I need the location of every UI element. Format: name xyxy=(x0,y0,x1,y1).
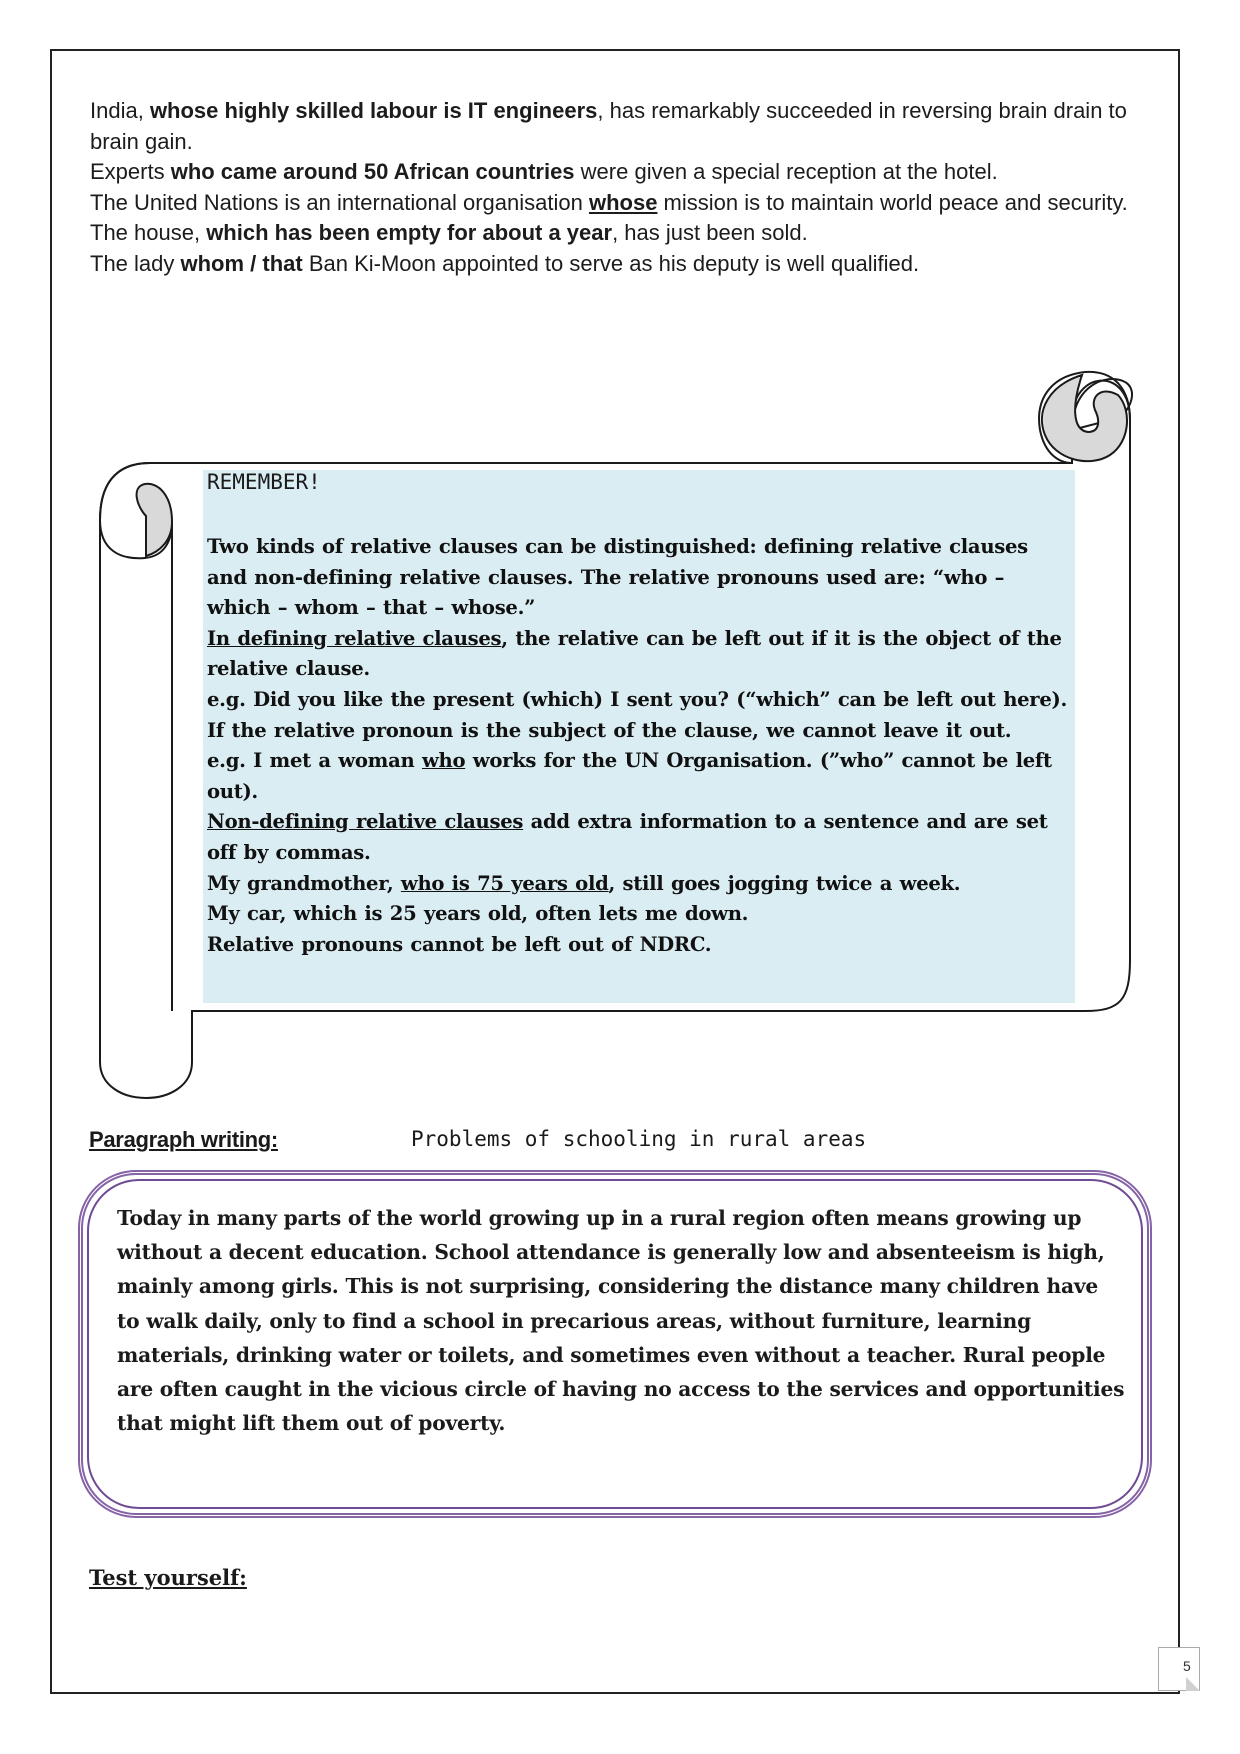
paragraph-text: Today in many parts of the world growing up in a rural region often means growing up without a decent education. School attendance is generally low and absenteeism is high, mainly among girls. This is not surprising, considering the distance many children have to walk daily, only to find a school in precarious areas, without furniture, learning materials, drinking water or toilets, and sometimes even without a teacher. Rural people are often caught in the vicious circle of having no access to the services and opportunities that might lift them out of poverty. xyxy=(117,1206,1125,1436)
remember-rule xyxy=(207,532,1069,624)
example-sentence-segment: who came around 50 African countries xyxy=(170,159,575,185)
remember-rule-segment: Non-defining relative clauses xyxy=(207,810,524,834)
example-sentence-segment: whom / that xyxy=(180,250,303,276)
example-sentence-segment: , has remarkably succeeded in reversing brain drain to brain gain. xyxy=(90,98,1127,154)
remember-rule xyxy=(207,807,1069,868)
example-sentence-segment: were given a special reception at the hotel. xyxy=(574,159,998,185)
example-sentence-segment: , has just been sold. xyxy=(612,220,808,246)
remember-rule-segment: who is 75 years old xyxy=(400,871,609,895)
remember-rule xyxy=(207,685,1069,716)
example-sentence-segment: whose xyxy=(588,189,658,215)
paragraph-topic: Problems of schooling in rural areas xyxy=(411,1127,867,1151)
remember-rule-segment: Two kinds of relative clauses can be distinguished: defining relative clauses and non-defining relative clauses. The relative pronouns used are: “who – which – whom – that – whose.” xyxy=(207,535,1028,620)
remember-rule-segment: My car, which is 25 years old, often lets me down. xyxy=(207,902,749,926)
remember-rule xyxy=(207,869,1069,900)
example-sentence-segment: The lady xyxy=(90,250,181,276)
example-sentence-segment: Experts xyxy=(90,159,171,185)
remember-rule-segment: e.g. I met a woman xyxy=(207,749,422,773)
test-yourself-heading: Test yourself: xyxy=(89,1565,247,1590)
remember-rule-segment: My grandmother, xyxy=(207,871,401,895)
page-number: 5 xyxy=(1183,1658,1191,1674)
remember-rule-segment: e.g. Did you like the present (which) I sent you? (“which” can be left out here). xyxy=(207,687,1067,711)
example-sentence-segment: whose highly skilled labour is IT engineers xyxy=(149,98,598,123)
remember-rule-segment: , still goes jogging twice a week. xyxy=(608,871,961,895)
remember-rule-segment: , the relative can be left out if it is the object of the relative clause. xyxy=(207,626,1062,681)
remember-title: REMEMBER! xyxy=(207,470,321,494)
paragraph-writing-heading: Paragraph writing: xyxy=(89,1127,278,1152)
example-sentence-segment: India, xyxy=(90,98,150,123)
remember-rule xyxy=(207,746,1069,807)
example-sentence-segment: The United Nations is an international organisation xyxy=(90,189,589,215)
example-sentence-segment: Ban Ki-Moon appointed to serve as his deputy is well qualified. xyxy=(302,250,920,276)
remember-rule xyxy=(207,899,1069,930)
remember-rule xyxy=(207,930,1069,961)
remember-rule-segment: who xyxy=(421,749,466,773)
remember-rule-segment: If the relative pronoun is the subject of the clause, we cannot leave it out. xyxy=(207,718,1012,742)
remember-rule xyxy=(207,624,1069,685)
remember-rule xyxy=(207,716,1069,747)
example-sentence-segment: which has been empty for about a year xyxy=(206,220,613,246)
example-sentence-segment: The house, xyxy=(90,220,207,246)
remember-rule-segment: In defining relative clauses xyxy=(207,626,502,650)
page-number-box xyxy=(1158,1647,1200,1691)
remember-rule-segment: works for the UN Organisation. (”who” cannot be left out). xyxy=(207,749,1052,803)
remember-rules xyxy=(207,532,1069,960)
remember-rule-segment: add extra information to a sentence and are set off by commas. xyxy=(207,810,1048,864)
example-sentence-segment: mission is to maintain world peace and security. xyxy=(657,189,1128,215)
remember-rule-segment: Relative pronouns cannot be left out of NDRC. xyxy=(207,932,712,956)
